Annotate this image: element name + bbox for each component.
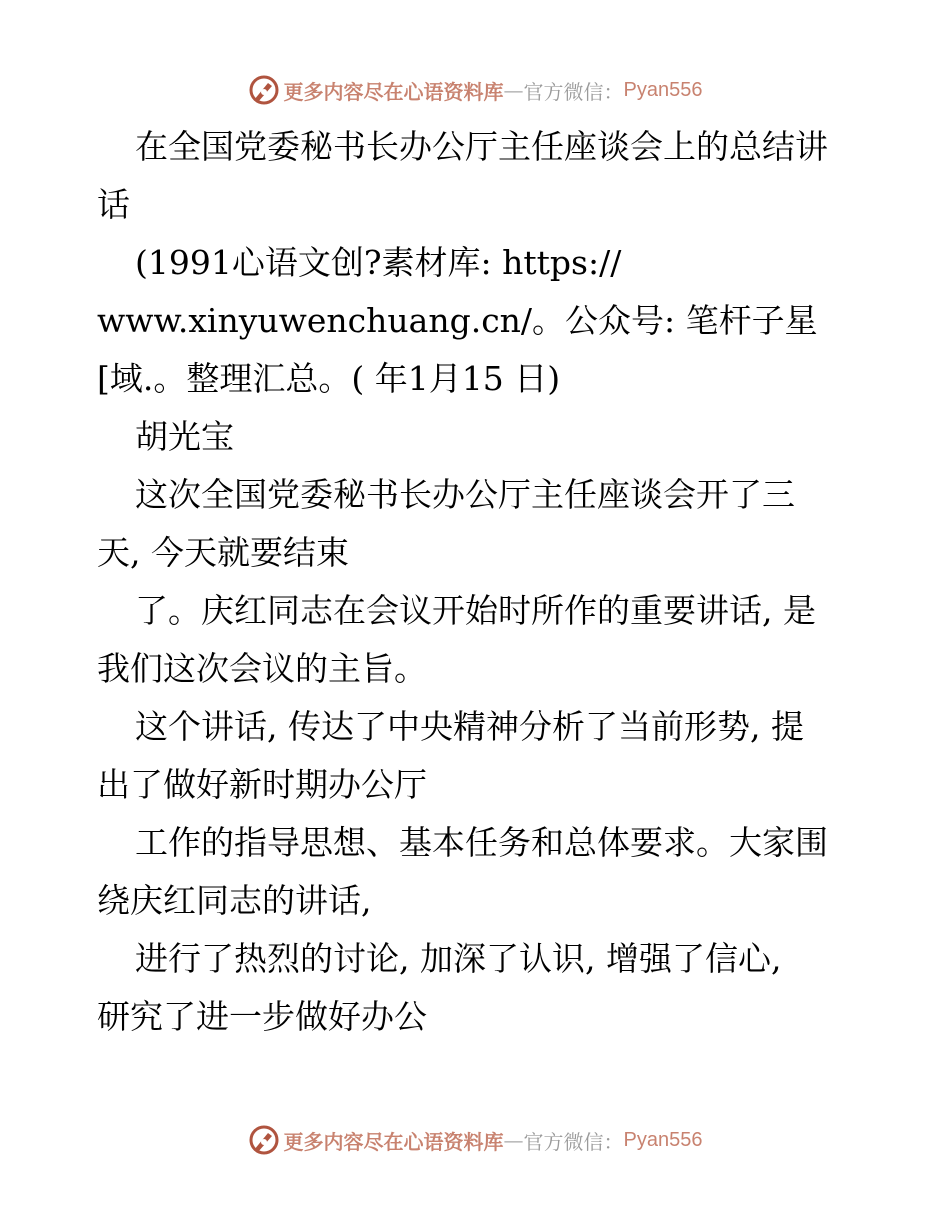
banner-separator: —: [503, 1128, 524, 1152]
document-body: [97, 118, 857, 1046]
banner-wechat-label: 官方微信：: [523, 1129, 624, 1154]
doc-author: 胡光宝: [135, 417, 234, 456]
banner-separator: —: [503, 78, 524, 102]
banner-wechat-id: Pyan556: [623, 78, 703, 101]
pen-circle-logo-icon: [248, 1124, 280, 1156]
doc-paragraph-line: 进行了热烈的讨论, 加深了认识, 增强了信心,: [135, 939, 782, 978]
banner-brand-text: 更多内容尽在心语资料库: [283, 79, 504, 104]
doc-source-line-3: [域.。整理汇总。( 年1月15 日): [97, 359, 561, 398]
doc-paragraph-line: 这次全国党委秘书长办公厅主任座谈会开了三: [135, 475, 795, 514]
banner-wechat-label: 官方微信：: [523, 79, 624, 104]
doc-source-line-2: www.xinyuwenchuang.cn/。公众号: 笔杆子星: [97, 301, 818, 340]
footer-banner: [0, 1120, 950, 1160]
doc-paragraph-line: 我们这次会议的主旨。: [97, 649, 427, 688]
doc-source-line-1: (1991心语文创?素材库: https://: [135, 243, 622, 282]
doc-title-line-1: 在全国党委秘书长办公厅主任座谈会上的总结讲: [135, 127, 828, 166]
banner-brand-text: 更多内容尽在心语资料库: [283, 1129, 504, 1154]
header-banner: [0, 70, 950, 110]
pen-circle-logo-icon: [248, 74, 280, 106]
banner-wechat-id: Pyan556: [623, 1128, 703, 1151]
doc-paragraph-line: 这个讲话, 传达了中央精神分析了当前形势, 提: [135, 707, 804, 746]
doc-paragraph-line: 天, 今天就要结束: [97, 533, 349, 572]
doc-paragraph-line: 出了做好新时期办公厅: [97, 765, 427, 804]
doc-paragraph-line: 工作的指导思想、基本任务和总体要求。大家围: [135, 823, 828, 862]
doc-title-line-2: 话: [97, 185, 130, 224]
doc-paragraph-line: 研究了进一步做好办公: [97, 997, 427, 1036]
doc-paragraph-line: 了。庆红同志在会议开始时所作的重要讲话, 是: [135, 591, 816, 630]
doc-paragraph-line: 绕庆红同志的讲话,: [97, 881, 372, 920]
